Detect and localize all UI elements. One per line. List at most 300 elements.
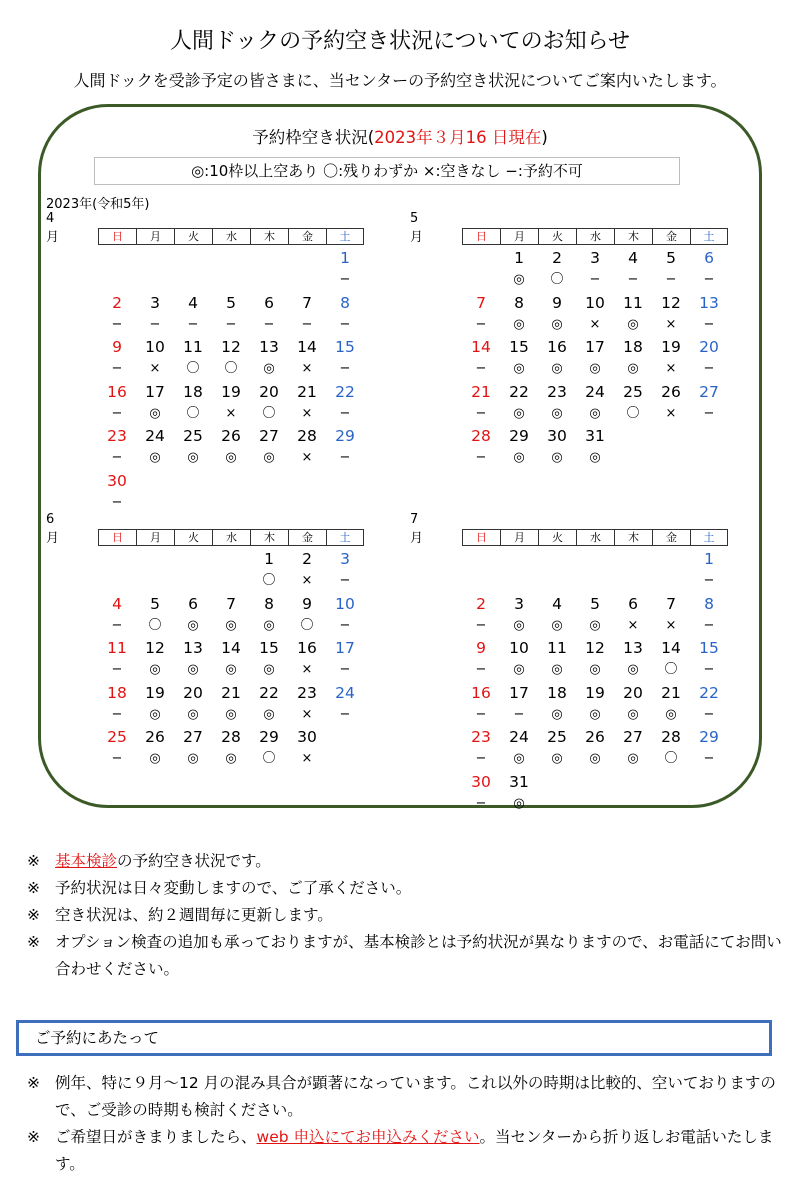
day-number: 1 [704, 550, 714, 568]
day-number: 22 [259, 683, 279, 702]
calendar-day [500, 724, 538, 769]
calendar-day [250, 680, 288, 725]
availability-mark: − [627, 272, 639, 287]
month-label: 5月 [410, 211, 424, 245]
calendar-day [326, 379, 364, 424]
calendar-day [652, 724, 690, 769]
day-number: 25 [547, 728, 567, 746]
availability-mark: ◎ [513, 361, 525, 376]
day-number: 5 [226, 293, 236, 312]
calendar-day [538, 724, 576, 769]
availability-mark: − [111, 316, 123, 332]
availability-mark: 〇 [550, 272, 564, 287]
month-label: 7月 [410, 512, 424, 546]
day-number: 16 [547, 338, 567, 356]
calendar-day [212, 379, 250, 424]
note-1 [27, 848, 795, 875]
calendar-day [614, 245, 652, 290]
calendar-day [288, 379, 326, 424]
calendar-day [576, 423, 614, 468]
availability-mark: − [703, 361, 715, 376]
day-number: 24 [145, 427, 165, 445]
calendar-day [326, 591, 364, 636]
availability-mark: − [111, 450, 123, 465]
availability-mark: ◎ [589, 361, 601, 376]
availability-mark: ◎ [513, 617, 525, 633]
availability-mark: ◎ [263, 361, 275, 376]
availability-mark: ◎ [187, 662, 199, 677]
calendar-day [576, 724, 614, 769]
calendar-day [98, 290, 136, 335]
availability-mark: − [111, 706, 123, 722]
day-number: 30 [297, 728, 317, 746]
calendar-day [136, 724, 174, 769]
availability-mark: ◎ [225, 706, 237, 722]
calendar-day [576, 635, 614, 680]
day-number: 23 [547, 382, 567, 401]
day-number: 31 [509, 772, 529, 791]
calendar-grid [462, 228, 728, 468]
day-number: 18 [107, 683, 127, 702]
calendar-day [538, 591, 576, 636]
calendar-day [174, 635, 212, 680]
day-number: 30 [547, 427, 567, 445]
availability-mark: − [475, 751, 487, 766]
availability-mark: × [665, 405, 677, 421]
calendar-day [98, 379, 136, 424]
availability-mark: − [339, 706, 351, 722]
calendar-day [690, 635, 728, 680]
day-number: 26 [661, 382, 681, 401]
empty-cell [614, 546, 652, 591]
day-number: 13 [259, 338, 279, 356]
calendar-day [614, 724, 652, 769]
calendar-day [538, 379, 576, 424]
day-number: 2 [552, 249, 562, 267]
day-number: 26 [221, 427, 241, 445]
availability-mark: ◎ [263, 662, 275, 677]
day-number: 9 [476, 639, 486, 657]
calendar-day [500, 334, 538, 379]
day-number: 4 [628, 249, 638, 267]
day-number: 30 [107, 471, 127, 490]
calendar-day [538, 334, 576, 379]
day-number: 8 [340, 293, 350, 312]
weekday-header: 金 [652, 228, 690, 245]
note-text: 予約状況は日々変動しますので、ご了承ください。 [55, 879, 412, 897]
calendar-day [326, 423, 364, 468]
calendar-day [174, 290, 212, 335]
note-mark: ※ [27, 933, 40, 951]
availability-mark: 〇 [262, 751, 276, 766]
day-number: 15 [509, 338, 529, 356]
weekday-header: 水 [576, 529, 614, 546]
calendar-day [462, 724, 500, 769]
calendar-day [462, 290, 500, 335]
day-number: 13 [623, 639, 643, 657]
calendar-day [98, 468, 136, 513]
day-number: 26 [585, 728, 605, 746]
note-text: 空き状況は、約２週間毎に更新します。 [55, 906, 333, 924]
availability-mark: − [339, 316, 351, 332]
day-number: 29 [509, 427, 529, 445]
empty-cell [212, 546, 250, 591]
calendar-day [690, 245, 728, 290]
day-number: 21 [221, 683, 241, 702]
calendar-day [462, 635, 500, 680]
availability-mark: − [475, 450, 487, 465]
availability-mark: ◎ [513, 450, 525, 465]
calendar-day [136, 423, 174, 468]
calendar-day [576, 290, 614, 335]
weekday-header: 火 [174, 228, 212, 245]
empty-cell [174, 546, 212, 591]
availability-mark: ◎ [263, 617, 275, 633]
empty-cell [98, 546, 136, 591]
calendar-day [288, 680, 326, 725]
availability-mark: × [301, 573, 313, 588]
availability-mark: − [301, 316, 313, 332]
day-number: 24 [335, 683, 355, 702]
day-number: 10 [585, 293, 605, 312]
day-number: 6 [264, 293, 274, 312]
day-number: 24 [509, 728, 529, 746]
day-number: 17 [585, 338, 605, 356]
availability-mark: ◎ [149, 450, 161, 465]
calendar-day [462, 769, 500, 814]
day-number: 29 [699, 728, 719, 746]
day-number: 20 [183, 683, 203, 702]
day-number: 22 [699, 683, 719, 702]
day-number: 6 [628, 594, 638, 613]
availability-mark: × [301, 751, 313, 766]
weekday-header: 木 [614, 228, 652, 245]
day-number: 18 [183, 382, 203, 401]
empty-cell [462, 245, 500, 290]
weekday-header: 月 [136, 228, 174, 245]
calendar-day [288, 334, 326, 379]
note-mark: ※ [27, 852, 40, 870]
availability-mark: 〇 [262, 573, 276, 588]
calendar-day [212, 290, 250, 335]
day-number: 26 [145, 728, 165, 746]
day-number: 17 [335, 639, 355, 657]
calendar-day [500, 423, 538, 468]
availability-mark: − [339, 617, 351, 633]
day-number: 17 [145, 382, 165, 401]
day-number: 15 [259, 639, 279, 657]
calendar-day [326, 245, 364, 290]
note-text: オプション検査の追加も承っておりますが、基本検診とは予約状況が異なりますので、お電話にてお問い合わせください。 [55, 933, 782, 978]
day-number: 9 [302, 594, 312, 613]
day-number: 12 [585, 639, 605, 657]
empty-cell [462, 546, 500, 591]
calendar-day [500, 290, 538, 335]
availability-mark: ◎ [589, 662, 601, 677]
calendar-day [614, 334, 652, 379]
day-number: 10 [509, 639, 529, 657]
availability-mark: 〇 [224, 361, 238, 376]
calendar-day [652, 245, 690, 290]
note-text-before: ご希望日がきまりましたら、 [55, 1128, 257, 1146]
calendar-day [250, 290, 288, 335]
calendar-day [136, 591, 174, 636]
day-number: 15 [699, 639, 719, 657]
availability-mark: ◎ [149, 405, 161, 421]
weekday-header: 水 [212, 228, 250, 245]
weekday-header: 日 [98, 529, 136, 546]
availability-mark: ◎ [627, 361, 639, 376]
note-text-after: 。当センターから折り返しお電話いたします。 [55, 1128, 774, 1173]
calendar-day [288, 635, 326, 680]
day-number: 1 [340, 249, 350, 267]
day-number: 27 [259, 427, 279, 445]
availability-mark: − [589, 272, 601, 287]
day-number: 8 [264, 594, 274, 613]
availability-mark: − [339, 272, 351, 287]
availability-mark: 〇 [186, 361, 200, 376]
weekday-header: 金 [288, 529, 326, 546]
weekday-header: 木 [250, 228, 288, 245]
calendar-day [174, 423, 212, 468]
day-number: 22 [509, 382, 529, 401]
day-number: 6 [704, 249, 714, 267]
weekday-header: 木 [250, 529, 288, 546]
day-number: 19 [661, 338, 681, 356]
weekday-header: 日 [98, 228, 136, 245]
calendar-day [576, 591, 614, 636]
calendar-day [652, 290, 690, 335]
calendar-day [576, 245, 614, 290]
availability-mark: − [475, 316, 487, 332]
calendar-day [174, 334, 212, 379]
day-number: 7 [666, 594, 676, 613]
calendar-day [690, 591, 728, 636]
calendar-day [500, 379, 538, 424]
day-number: 12 [661, 293, 681, 312]
day-number: 18 [547, 683, 567, 702]
day-number: 22 [335, 382, 355, 401]
availability-mark: − [475, 617, 487, 633]
day-number: 19 [221, 382, 241, 401]
calendar-day [98, 591, 136, 636]
note-3 [27, 902, 795, 929]
calendar-day [690, 724, 728, 769]
weekday-header: 月 [500, 529, 538, 546]
empty-cell [250, 245, 288, 290]
availability-mark: × [301, 662, 313, 677]
availability-mark: × [301, 405, 313, 421]
empty-cell [174, 245, 212, 290]
calendar-day [212, 334, 250, 379]
day-number: 7 [226, 594, 236, 613]
calendar-day [288, 724, 326, 769]
empty-cell [136, 546, 174, 591]
calendar-day [690, 379, 728, 424]
availability-mark: × [301, 361, 313, 376]
calendar-day [326, 290, 364, 335]
calendar-day [98, 334, 136, 379]
basic-checkup-link[interactable]: 基本検診 [55, 852, 118, 870]
availability-mark: − [703, 662, 715, 677]
day-number: 31 [585, 427, 605, 445]
availability-mark: − [703, 573, 715, 588]
calendar-day [462, 591, 500, 636]
day-number: 12 [221, 338, 241, 356]
availability-mark: − [703, 272, 715, 287]
empty-cell [288, 245, 326, 290]
day-number: 16 [107, 382, 127, 401]
day-number: 21 [471, 382, 491, 401]
day-number: 13 [183, 639, 203, 657]
availability-mark: ◎ [551, 316, 563, 332]
availability-mark: ◎ [263, 450, 275, 465]
availability-mark: ◎ [551, 617, 563, 633]
day-number: 8 [514, 293, 524, 312]
day-number: 18 [623, 338, 643, 356]
availability-mark: ◎ [187, 617, 199, 633]
availability-mark: × [149, 361, 161, 376]
availability-mark: × [665, 361, 677, 376]
availability-mark: − [149, 316, 161, 332]
availability-mark: ◎ [589, 450, 601, 465]
note-text: 例年、特に９月〜12 月の混み具合が顕著になっています。これ以外の時期は比較的、空いておりますので、ご受診の時期も検討ください。 [55, 1074, 776, 1119]
availability-mark: ◎ [551, 751, 563, 766]
day-number: 5 [150, 594, 160, 613]
day-number: 5 [590, 594, 600, 613]
availability-mark: 〇 [148, 617, 162, 633]
weekday-header: 火 [174, 529, 212, 546]
availability-mark: − [225, 316, 237, 332]
day-number: 14 [661, 639, 681, 657]
day-number: 25 [107, 728, 127, 746]
day-number: 28 [297, 427, 317, 445]
availability-mark: ◎ [665, 706, 677, 722]
availability-mark: − [339, 361, 351, 376]
day-number: 5 [666, 249, 676, 267]
status-date: 2023年３月16 日現在 [374, 128, 542, 147]
availability-mark: × [301, 706, 313, 722]
availability-mark: ◎ [225, 751, 237, 766]
weekday-header: 土 [690, 529, 728, 546]
availability-mark: − [111, 494, 123, 510]
note-mark: ※ [27, 1128, 40, 1146]
calendar-day [98, 680, 136, 725]
web-application-link[interactable]: web 申込にてお申込みください [256, 1128, 480, 1146]
weekday-header: 土 [326, 529, 364, 546]
day-number: 25 [183, 427, 203, 445]
month-label: 4月 [46, 211, 60, 245]
day-number: 15 [335, 338, 355, 356]
day-number: 4 [188, 293, 198, 312]
availability-mark: ◎ [225, 450, 237, 465]
availability-mark: ◎ [513, 751, 525, 766]
availability-mark: − [187, 316, 199, 332]
weekday-header: 月 [500, 228, 538, 245]
note-mark: ※ [27, 1074, 40, 1092]
calendar-day [174, 591, 212, 636]
availability-mark: − [513, 706, 525, 722]
day-number: 14 [297, 338, 317, 356]
calendar-day [652, 635, 690, 680]
calendar-day [326, 546, 364, 591]
availability-mark: ◎ [627, 706, 639, 722]
availability-mark: 〇 [186, 405, 200, 421]
availability-mark: ◎ [589, 706, 601, 722]
weekday-header: 金 [652, 529, 690, 546]
calendar-day [462, 423, 500, 468]
calendar-day [500, 245, 538, 290]
day-number: 27 [183, 728, 203, 746]
day-number: 19 [145, 683, 165, 702]
note-text: の予約空き状況です。 [117, 852, 271, 870]
calendar-day [576, 379, 614, 424]
calendar-day [690, 334, 728, 379]
availability-mark: ◎ [187, 751, 199, 766]
calendar-day [690, 546, 728, 591]
empty-cell [652, 546, 690, 591]
calendar-day [250, 591, 288, 636]
day-number: 8 [704, 594, 714, 613]
calendar-day [538, 635, 576, 680]
day-number: 10 [145, 338, 165, 356]
day-number: 3 [150, 293, 160, 312]
day-number: 29 [335, 427, 355, 445]
availability-mark: × [589, 316, 601, 332]
day-number: 20 [259, 382, 279, 401]
day-number: 1 [264, 550, 274, 568]
calendar-day [174, 680, 212, 725]
status-title-suffix: ) [541, 128, 548, 147]
availability-mark: ◎ [627, 662, 639, 677]
day-number: 23 [297, 683, 317, 702]
day-number: 3 [514, 594, 524, 613]
calendar-day [690, 290, 728, 335]
calendar-day [136, 635, 174, 680]
day-number: 27 [699, 382, 719, 401]
availability-mark: ◎ [589, 751, 601, 766]
page-subtitle: 人間ドックを受診予定の皆さまに、当センターの予約空き状況についてご案内いたします。 [73, 71, 727, 90]
availability-mark: ◎ [551, 361, 563, 376]
calendar-day [250, 334, 288, 379]
day-number: 11 [547, 639, 567, 657]
calendar-day [288, 591, 326, 636]
availability-mark: − [111, 662, 123, 677]
availability-mark: − [111, 405, 123, 421]
day-number: 16 [471, 683, 491, 702]
day-number: 23 [107, 427, 127, 445]
calendar-day [652, 334, 690, 379]
calendar-grid [98, 529, 364, 769]
day-number: 14 [221, 639, 241, 657]
legend: ◎:10枠以上空あり 〇:残りわずか ×:空きなし −:予約不可 [94, 157, 680, 185]
availability-mark: ◎ [627, 316, 639, 332]
availability-mark: ◎ [627, 751, 639, 766]
availability-mark: ◎ [225, 617, 237, 633]
calendar-day [614, 680, 652, 725]
availability-mark: ◎ [513, 272, 525, 287]
calendar-grid [98, 228, 364, 512]
weekday-header: 金 [288, 228, 326, 245]
availability-mark: − [475, 662, 487, 677]
year-label: 2023年(令和5年) [46, 197, 150, 212]
weekday-header: 土 [690, 228, 728, 245]
calendar-day [250, 546, 288, 591]
day-number: 20 [623, 683, 643, 702]
section-heading-box: ご予約にあたって [16, 1020, 772, 1056]
day-number: 30 [471, 772, 491, 791]
day-number: 21 [297, 382, 317, 401]
